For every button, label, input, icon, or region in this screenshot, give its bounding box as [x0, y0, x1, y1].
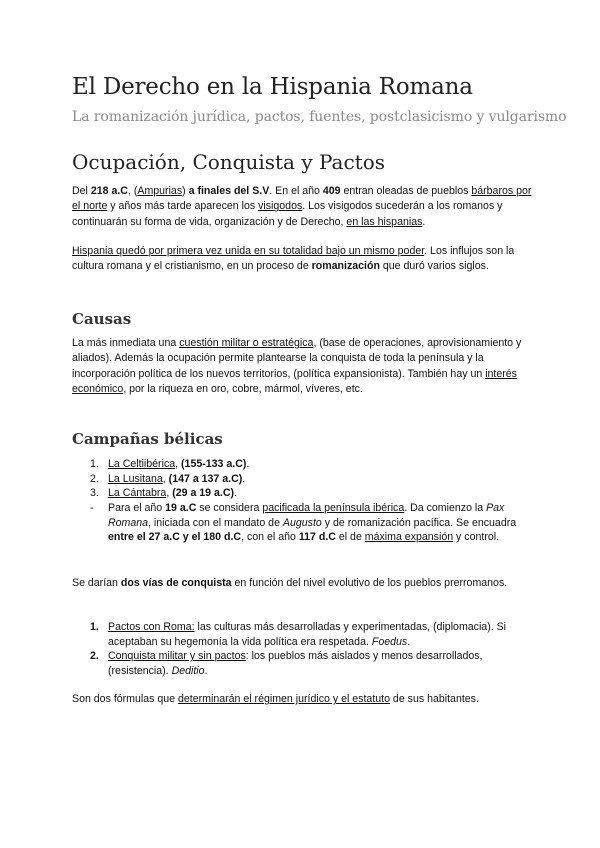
paragraph-closing: Son dos fórmulas que determinarán el régimen jurídico y el estatuto de sus habitantes.: [72, 693, 479, 705]
list-item: 1. Pactos con Roma: las culturas más desarrolladas y experimentadas, (diplomacia). Si aceptaban su hegemonía la vida política era respetada. Foedus.: [90, 621, 507, 648]
conquest-ways-list: [90, 620, 530, 678]
section-heading-ocupacion: Ocupación, Conquista y Pactos: [72, 150, 386, 174]
list-item: 2. Conquista militar y sin pactos: los pueblos más aislados y menos desarrollados, (resistencia). Deditio.: [90, 650, 483, 677]
paragraph-causas: La más inmediata una cuestión militar o estratégica, (base de operaciones, aprovisionamiento y aliados). Además la ocupación permite plantearse la conquista de toda la península y la incorporación política de los nuevos territorios, (política expansionista). También hay un interés económico, por la riqueza en oro, cobre, mármol, víveres, etc.: [72, 337, 522, 396]
dash-list-item-pax-romana: - Para el año 19 a.C se considera pacificada la península ibérica. Da comienzo la Pax Romana, iniciada con el mandato de Augusto y de romanización pacífica. Se encuadra entre el 27 a.C y el 180 d.C, con el año 117 d.C el de máxima expansión y control.: [90, 502, 517, 544]
list-item: 1. La Celtiibérica, (155-133 a.C).: [90, 458, 250, 470]
document-subtitle: La romanización jurídica, pactos, fuentes, postclasicismo y vulgarismo: [72, 109, 567, 125]
document-title: El Derecho en la Hispania Romana: [72, 74, 473, 100]
section-heading-causas: Causas: [72, 310, 132, 328]
section-heading-campanas: Campañas bélicas: [72, 430, 223, 448]
list-item: 2. La Lusitana, (147 a 137 a.C).: [90, 472, 246, 485]
paragraph-ocupacion-1: Del 218 a.C, (Ampurias) a finales del S.V. En el año 409 entran oleadas de pueblos bárbaros por el norte y años más tarde aparecen los visigodos. Los visigodos sucederán a los romanos y continuarán su forma de vida, organización y de Derecho, en las hispanias.: [72, 185, 532, 228]
list-item: 3. La Cántabra, (29 a 19 a.C).: [90, 487, 237, 500]
paragraph-ocupacion-2: Hispania quedó por primera vez unida en su totalidad bajo un mismo poder. Los influjos son la cultura romana y el cristianismo, en un proceso de romanización que duró varios siglos.: [72, 245, 515, 273]
paragraph-vias-intro: Se darían dos vías de conquista en función del nivel evolutivo de los pueblos prerromanos.: [72, 577, 508, 589]
campaigns-list: [90, 457, 249, 501]
